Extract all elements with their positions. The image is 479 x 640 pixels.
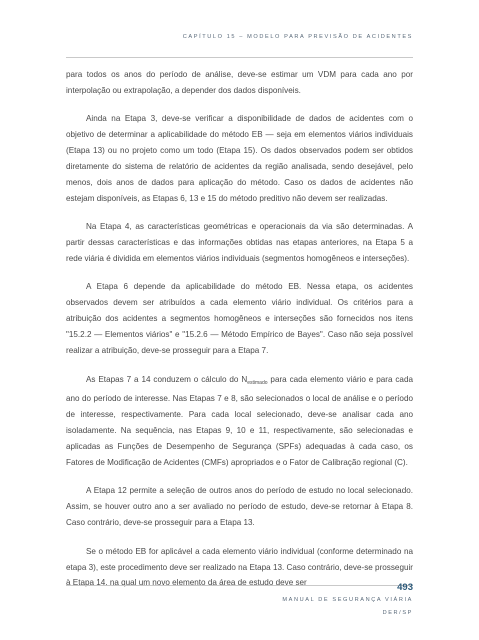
paragraph-5-rest: para cada elemento viário e para cada ano do período de interesse. Nas Etapas 7 e 8, são selecionados o local de análise e o período de interesse, respectivamente. Para cada local selecionado, deve-se analisar cada ano isoladamente. Na sequência, nas Etapas 9, 10 e 11, respectivamente, são selecionadas e aplicadas as Funções de Desempenho de Segurança (SPFs) adequadas à cada caso, os Fatores de Modificação de Acidentes (CMFs) apropriados e o Fator de Calibração regional (C). <box>66 374 413 468</box>
paragraph-2: Ainda na Etapa 3, deve-se verificar a disponibilidade de dados de acidentes com o objetivo de determinar a aplicabilidade do método EB — seja em elementos viários individuais (Etapa 13) ou no projeto como um todo (Etapa 15). Os dados observados podem ser obtidos diretamente do sistema de relatório de acidentes da região analisada, sendo desejável, pelo menos, dois anos de dados para aplicação do método. Caso os dados de acidentes não estejam disponíveis, as Etapas 6, 13 e 15 do método preditivo não devem ser realizadas. <box>66 114 413 203</box>
n-estimado-subscript: estimado <box>247 379 268 386</box>
footer-org: DER/SP <box>382 610 413 616</box>
chapter-header: CAPÍTULO 15 – MODELO PARA PREVISÃO DE ACIDENTES <box>182 34 413 40</box>
paragraph-3: Na Etapa 4, as características geométricas e operacionais da via são determinadas. A partir dessas características e das informações obtidas nas etapas anteriores, na Etapa 5 a rede viária é dividida em elementos viários individuais (segmentos homogêneos e interseções). <box>66 222 413 264</box>
footer-rule <box>66 585 413 586</box>
page-number: 493 <box>397 582 413 593</box>
paragraph-5-start: As Etapas 7 a 14 conduzem o cálculo do N <box>86 374 248 384</box>
paragraph-1: para todos os anos do período de análise, deve-se estimar um VDM para cada ano por interpolação ou extrapolação, a depender dos dados disponíveis. <box>66 70 413 95</box>
paragraph-6: A Etapa 12 permite a seleção de outros anos do período de estudo no local selecionado. Assim, se houver outro ano a ser avaliado no período de estudo, deve-se retornar à Etapa 8. Caso contrário, deve-se prosseguir para a Etapa 13. <box>66 486 413 528</box>
paragraph-7: Se o método EB for aplicável a cada elemento viário individual (conforme determinado na etapa 3), este procedimento deve ser realizado na Etapa 13. Caso contrário, deve-se prosseguir à Etapa 14, na qual um novo elemento da área de estudo deve ser <box>66 546 413 588</box>
paragraph-4: A Etapa 6 depende da aplicabilidade do método EB. Nessa etapa, os acidentes observados devem ser atribuídos a cada elemento viário individual. Os critérios para a atribuição dos acidentes a segmentos homogêneos e interseções são fornecidos nos itens "15.2.2 — Elementos viários" e "15.2.6 — Método Empírico de Bayes". Caso não seja possível realizar a atribuição, deve-se prosseguir para a Etapa 7. <box>66 282 413 356</box>
paragraph-5 <box>66 372 413 471</box>
footer-title: MANUAL DE SEGURANÇA VIÁRIA <box>282 597 413 603</box>
header-rule <box>66 57 413 58</box>
body-text <box>66 67 413 604</box>
